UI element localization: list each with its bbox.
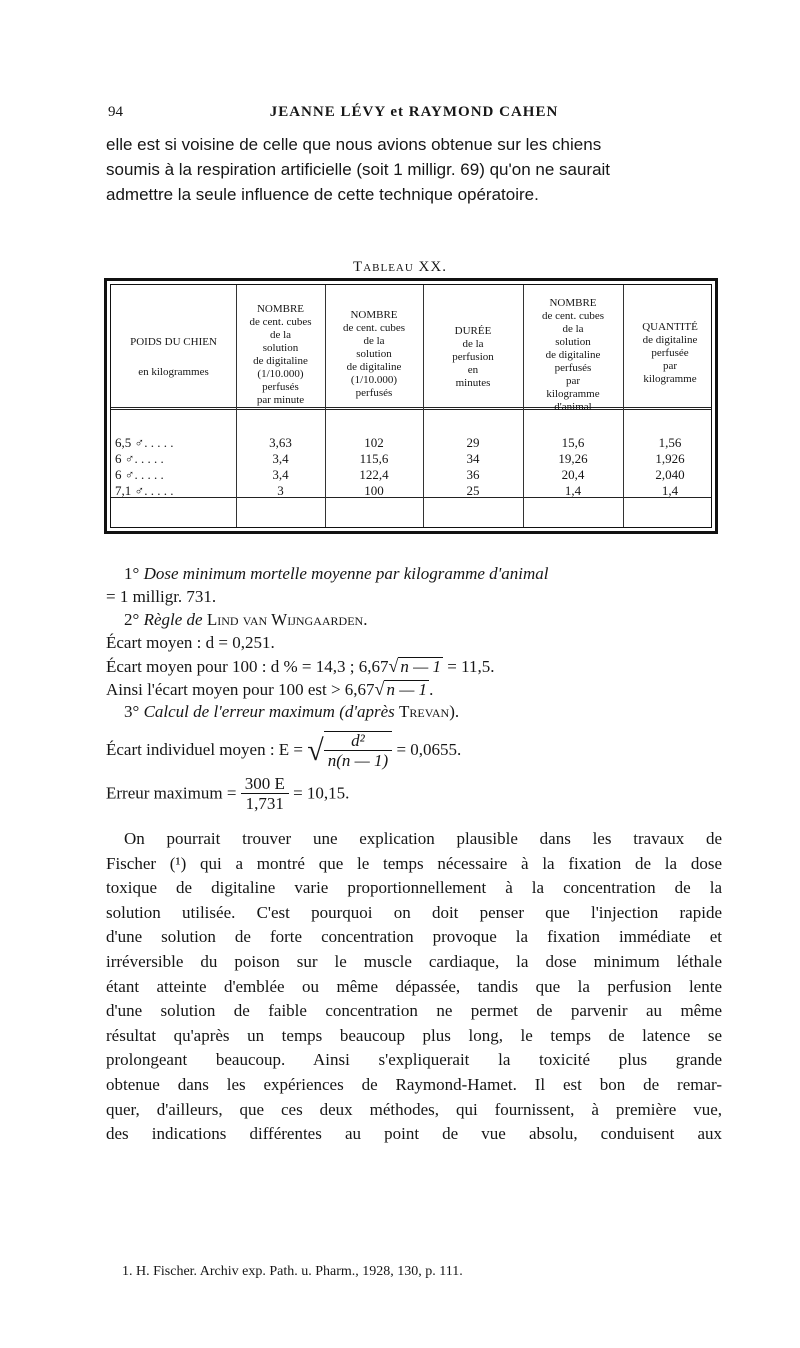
column-cells bbox=[523, 435, 623, 499]
text-line: étant atteinte d'emblée ou même dépassée, tandis que la perfusion lente bbox=[106, 976, 722, 996]
table-column-duration bbox=[423, 285, 523, 527]
table-cell: 3,4 bbox=[272, 467, 289, 482]
result-item-2: 2° Règle de Lind van Wijngaarden. bbox=[124, 610, 368, 629]
text-line: obtenue dans les expériences de Raymond-Hamet. Il est bon de remar- bbox=[106, 1074, 722, 1094]
table-cell: 3,4 bbox=[272, 451, 289, 466]
column-cells bbox=[325, 435, 423, 499]
table-cell: 6 ♂. . . . . bbox=[115, 467, 164, 482]
table-cell: 1,56 bbox=[658, 435, 682, 450]
ecart-fraction: $\frac{\text{d²}}{n(n — 1)}$ bbox=[324, 731, 392, 771]
table-cell: 1,4 bbox=[661, 483, 679, 498]
table-cell: 25 bbox=[466, 483, 480, 498]
column-cells bbox=[623, 435, 717, 499]
table-title: Tableau XX. bbox=[353, 259, 447, 275]
column-header: NOMBRE de cent. cubes de la solution de digitaline (1/10.000) perfusés bbox=[343, 309, 405, 399]
erreur-maximum: Erreur maximum = $\frac{300 E}{1,731}$ = 10,15. bbox=[106, 774, 350, 813]
text-line: elle est si voisine de celle que nous avions obtenue sur les chiens bbox=[106, 135, 602, 154]
page-number: 94 bbox=[108, 104, 123, 120]
text-line: d'une solution de forte concentration provoque la fixation immédiate et bbox=[106, 927, 722, 947]
column-cells bbox=[236, 435, 325, 499]
table-cell: 6,5 ♂. . . . . bbox=[115, 435, 174, 450]
text-line: solution utilisée. C'est pourquoi on doit penser que l'injection rapide bbox=[106, 902, 722, 922]
table-cell: 122,4 bbox=[359, 467, 389, 482]
result-item-3: 3° Calcul de l'erreur maximum (d'après Trevan). bbox=[124, 702, 460, 721]
text-line: résultat qu'après un temps beaucoup plus long, le temps de latence se bbox=[106, 1025, 722, 1045]
table-cell: 3,63 bbox=[269, 435, 292, 450]
table-column-rate bbox=[236, 285, 325, 527]
intro-paragraph bbox=[106, 132, 722, 207]
page-header bbox=[108, 104, 720, 126]
text-line: d'une solution de faible concentration ne permet de parvenir au même bbox=[106, 1001, 722, 1021]
text-line: admettre la seule influence de cette technique opératoire. bbox=[106, 185, 539, 204]
column-cells bbox=[423, 435, 523, 499]
table-cell: 115,6 bbox=[359, 451, 389, 466]
table-cell: 102 bbox=[364, 435, 384, 450]
text-line: On pourrait trouver une explication plausible dans les travaux de bbox=[124, 829, 722, 848]
column-header: POIDS DU CHIEN en kilogrammes bbox=[130, 336, 217, 378]
column-header: NOMBRE de cent. cubes de la solution de digitaline (1/10.000) perfusés par minute bbox=[249, 303, 312, 406]
column-cells bbox=[111, 435, 236, 499]
table-cell: 34 bbox=[466, 451, 480, 466]
table-cell: 3 bbox=[277, 483, 284, 498]
footnote: 1. H. Fischer. Archiv exp. Path. u. Pharm., 1928, 130, p. 111. bbox=[122, 1264, 463, 1279]
table-cell: 1,926 bbox=[655, 451, 685, 466]
table-cell: 19,26 bbox=[558, 451, 588, 466]
data-table bbox=[104, 278, 718, 534]
text-line: quer, d'ailleurs, que ces deux méthodes, qui fournissent, à première vue, bbox=[106, 1099, 722, 1119]
table-column-per-kg-volume bbox=[523, 285, 623, 527]
text-line: prolongeant beaucoup. Ainsi s'expliquerait la toxicité plus grande bbox=[106, 1050, 722, 1070]
ecart-moyen-100: Écart moyen pour 100 : d % = 14,3 ; 6,67√ n — 1 = 11,5. bbox=[106, 656, 495, 676]
table-inner-frame bbox=[110, 284, 712, 528]
table-cell: 1,4 bbox=[564, 483, 582, 498]
table-column-quantity bbox=[623, 285, 717, 527]
erreur-fraction: $\frac{300 E}{1,731}$ bbox=[241, 775, 289, 814]
column-header: NOMBRE de cent. cubes de la solution de digitaline perfusés par kilogramme d'animal bbox=[542, 297, 604, 413]
table-cell: 20,4 bbox=[561, 467, 585, 482]
table-cell: 2,040 bbox=[655, 467, 685, 482]
table-cell: 6 ♂. . . . . bbox=[115, 451, 164, 466]
text-line: toxique de digitaline varie proportionnellement à la concentration de la bbox=[106, 878, 722, 898]
table-cell: 36 bbox=[466, 467, 480, 482]
table-cell: 29 bbox=[466, 435, 480, 450]
body-paragraph bbox=[106, 827, 722, 1147]
table-cell: 15,6 bbox=[561, 435, 585, 450]
table-cell: 100 bbox=[364, 483, 384, 498]
text-line: soumis à la respiration artificielle (soit 1 milligr. 69) qu'on ne saurait bbox=[106, 160, 611, 179]
result-item-1-value: = 1 milligr. 731. bbox=[106, 587, 217, 606]
table-column-weight bbox=[111, 285, 236, 527]
table-cell: 7,1 ♂. . . . . bbox=[115, 483, 174, 498]
column-header: QUANTITÉ de digitaline perfusée par kilogramme bbox=[642, 321, 698, 385]
table-column-volume bbox=[325, 285, 423, 527]
ainsi-line: Ainsi l'écart moyen pour 100 est > 6,67√ n — 1 . bbox=[106, 679, 434, 699]
running-title: JEANNE LÉVY et RAYMOND CAHEN bbox=[269, 104, 559, 120]
result-item-1: 1° Dose minimum mortelle moyenne par kilogramme d'animal bbox=[124, 564, 549, 583]
ecart-moyen: Écart moyen : d = 0,251. bbox=[106, 633, 275, 652]
column-header: DURÉE de la perfusion en minutes bbox=[452, 325, 494, 389]
text-line: irréversible du poison sur le muscle cardiaque, la dose minimum léthale bbox=[106, 951, 722, 971]
ecart-individuel: Écart individuel moyen : E = √ $\frac{\text{d²}}{n(n — 1)}$ = 0,0655. bbox=[106, 731, 462, 770]
text-line: des indications différentes au point de vue absolu, conduisent aux bbox=[106, 1124, 722, 1144]
text-line: Fischer (¹) qui a montré que le temps nécessaire à la fixation de la dose bbox=[106, 853, 722, 873]
